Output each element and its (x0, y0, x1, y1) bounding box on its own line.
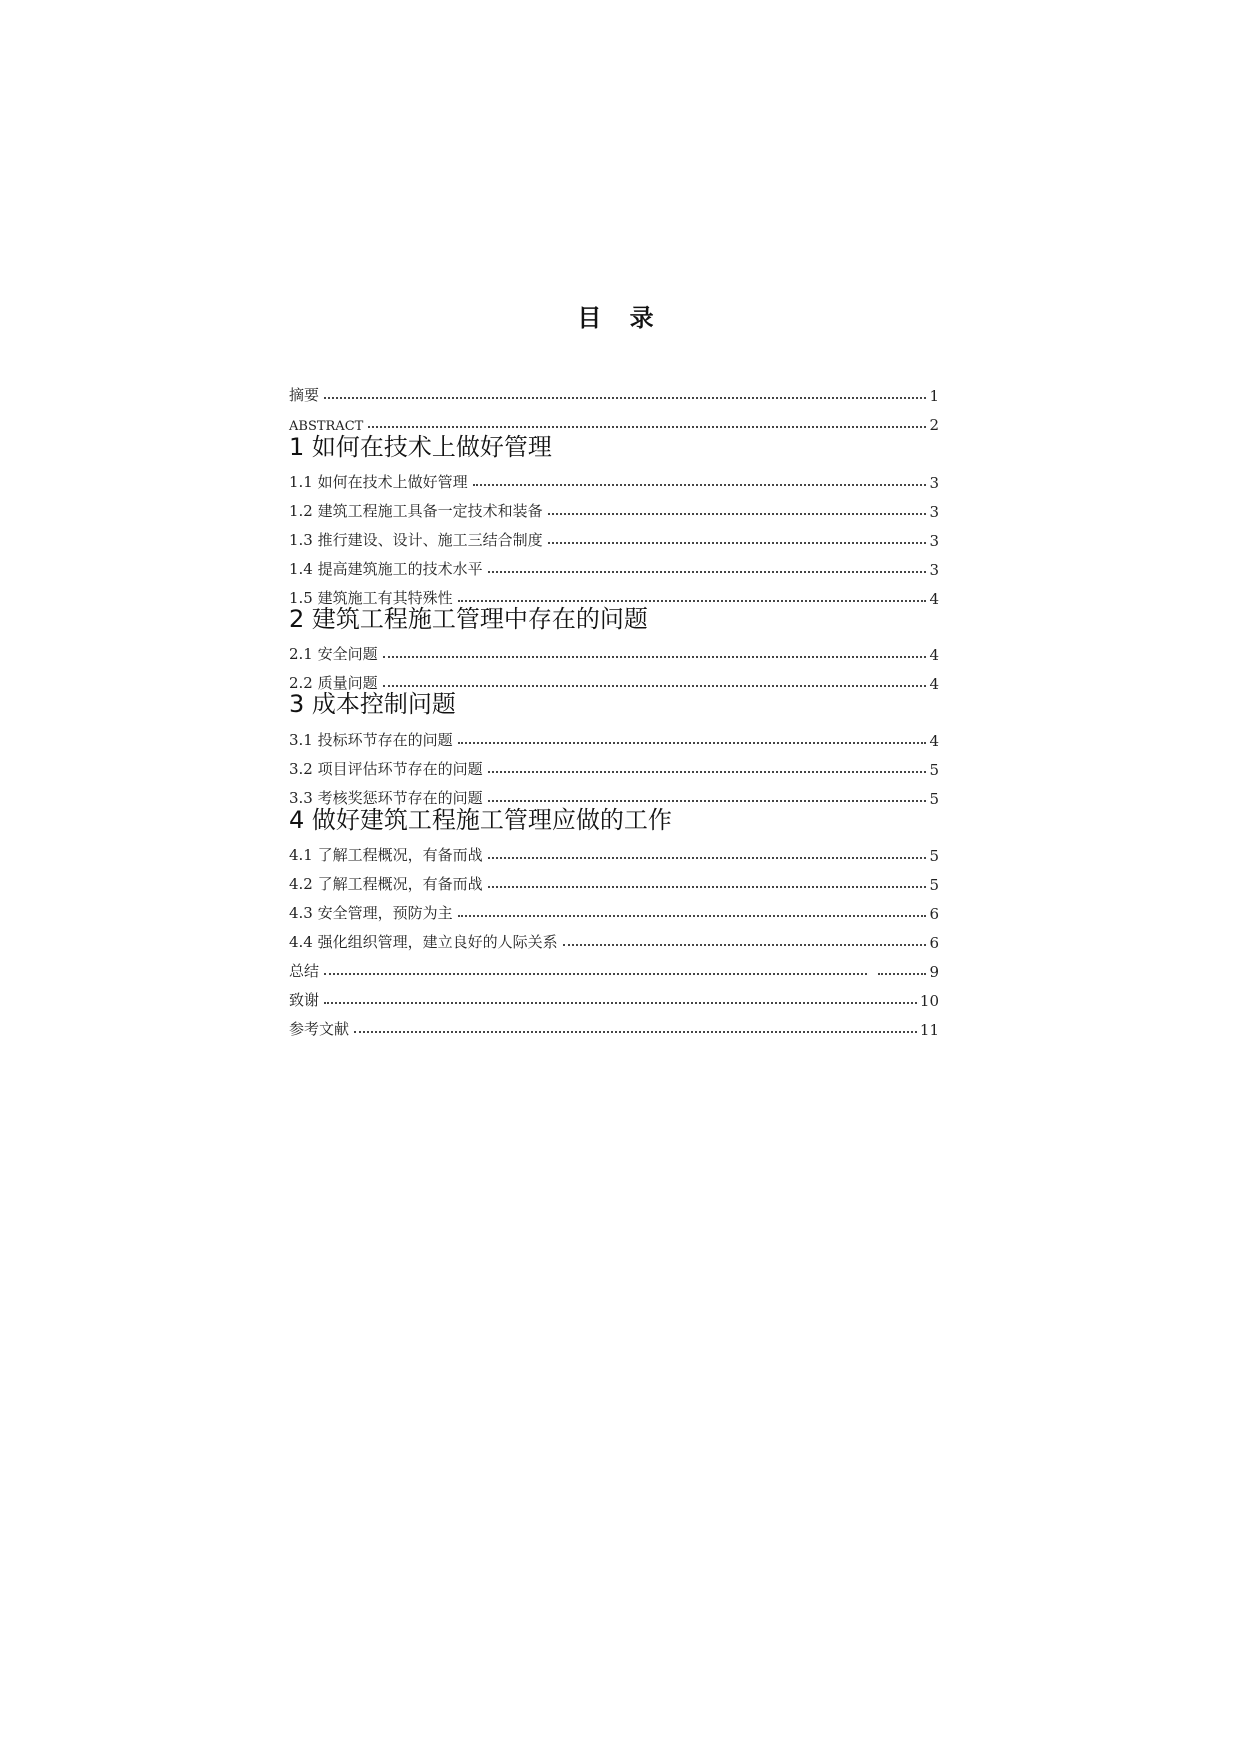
dot-leader (324, 397, 926, 399)
toc-entry-page: 6 (929, 934, 939, 952)
dot-leader (488, 886, 927, 888)
dot-leader (458, 600, 927, 602)
toc-entry-3-2[interactable] (289, 753, 939, 779)
dot-leader (458, 742, 927, 744)
toc-entry-page: 3 (929, 532, 939, 550)
toc-entry-page: 2 (929, 416, 939, 434)
toc-entry-page: 5 (929, 876, 939, 894)
dot-leader (383, 656, 927, 658)
chapter-2-heading[interactable]: 2 建筑工程施工管理中存在的问题 (289, 605, 648, 633)
toc-entry-page: 11 (919, 1021, 939, 1039)
chapter-3-heading[interactable]: 3 成本控制问题 (289, 690, 456, 718)
toc-entry-label: 1.5 建筑施工有其特殊性 (289, 589, 453, 607)
chapter-1-heading[interactable]: 1 如何在技术上做好管理 (289, 433, 552, 461)
toc-entry-page: 10 (919, 992, 939, 1010)
toc-entry-label: 2.1 安全问题 (289, 645, 378, 663)
dot-leader (354, 1031, 917, 1033)
toc-entry-label: 4.3 安全管理，预防为主 (289, 904, 453, 922)
toc-entry-2-1[interactable] (289, 638, 939, 664)
dot-leader (383, 685, 927, 687)
toc-entry-page: 5 (929, 761, 939, 779)
page-title: 目 录 (577, 304, 664, 332)
toc-entry-1-4[interactable] (289, 553, 939, 579)
dot-leader (473, 484, 927, 486)
toc-entry-label: 3.2 项目评估环节存在的问题 (289, 760, 483, 778)
toc-entry-label: ABSTRACT (289, 419, 364, 434)
toc-entry-label: 参考文献 (289, 1020, 350, 1038)
toc-entry-1-1[interactable] (289, 466, 939, 492)
toc-entry-label: 4.4 强化组织管理，建立良好的人际关系 (289, 933, 558, 951)
toc-entry-page: 3 (929, 474, 939, 492)
dot-leader (488, 771, 927, 773)
toc-entry-1-3[interactable] (289, 524, 939, 550)
dot-leader (548, 513, 927, 515)
toc-entry-label: 摘要 (289, 386, 320, 404)
dot-leader (563, 944, 927, 946)
toc-entry-1-2[interactable] (289, 495, 939, 521)
toc-entry-thanks[interactable] (289, 984, 939, 1010)
toc-entry-label: 1.3 推行建设、设计、施工三结合制度 (289, 531, 543, 549)
toc-entry-label: 4.1 了解工程概况，有备而战 (289, 846, 483, 864)
toc-entry-page: 4 (929, 732, 939, 750)
toc-entry-label: 3.3 考核奖惩环节存在的问题 (289, 789, 483, 807)
toc-entry-references[interactable] (289, 1013, 939, 1039)
dot-leader (368, 426, 926, 428)
toc-entry-abstract-cn[interactable] (289, 379, 939, 405)
toc-entry-page: 4 (929, 646, 939, 664)
toc-entry-label: 1.4 提高建筑施工的技术水平 (289, 560, 483, 578)
toc-entry-page: 9 (929, 963, 939, 981)
dot-leader (488, 857, 927, 859)
toc-entry-label: 1.2 建筑工程施工具备一定技术和装备 (289, 502, 543, 520)
toc-entry-page: 5 (929, 847, 939, 865)
toc-entry-label: 致谢 (289, 991, 320, 1009)
dot-leader (324, 1002, 917, 1004)
toc-entry-page: 1 (929, 387, 939, 405)
toc-entry-4-3[interactable] (289, 897, 939, 923)
toc-entry-4-2[interactable] (289, 868, 939, 894)
dot-leader (488, 571, 927, 573)
toc-entry-page: 5 (929, 790, 939, 808)
toc-entry-label: 1.1 如何在技术上做好管理 (289, 473, 468, 491)
dot-leader (548, 542, 927, 544)
toc-entry-4-4[interactable] (289, 926, 939, 952)
dot-leader (324, 973, 867, 975)
toc-entry-label: 2.2 质量问题 (289, 674, 378, 692)
toc-entry-3-1[interactable] (289, 724, 939, 750)
toc-entry-label: 4.2 了解工程概况，有备而战 (289, 875, 483, 893)
toc-entry-4-1[interactable] (289, 839, 939, 865)
toc-entry-summary[interactable] (289, 955, 939, 981)
chapter-4-heading[interactable]: 4 做好建筑工程施工管理应做的工作 (289, 806, 672, 834)
toc-entry-label: 3.1 投标环节存在的问题 (289, 731, 453, 749)
toc-entry-page: 3 (929, 561, 939, 579)
toc-entry-page: 4 (929, 590, 939, 608)
dot-leader (458, 915, 927, 917)
toc-entry-page: 3 (929, 503, 939, 521)
dot-leader (878, 973, 926, 975)
dot-leader (488, 800, 927, 802)
toc-entry-label: 总结 (289, 962, 320, 980)
toc-entry-page: 4 (929, 675, 939, 693)
toc-entry-page: 6 (929, 905, 939, 923)
